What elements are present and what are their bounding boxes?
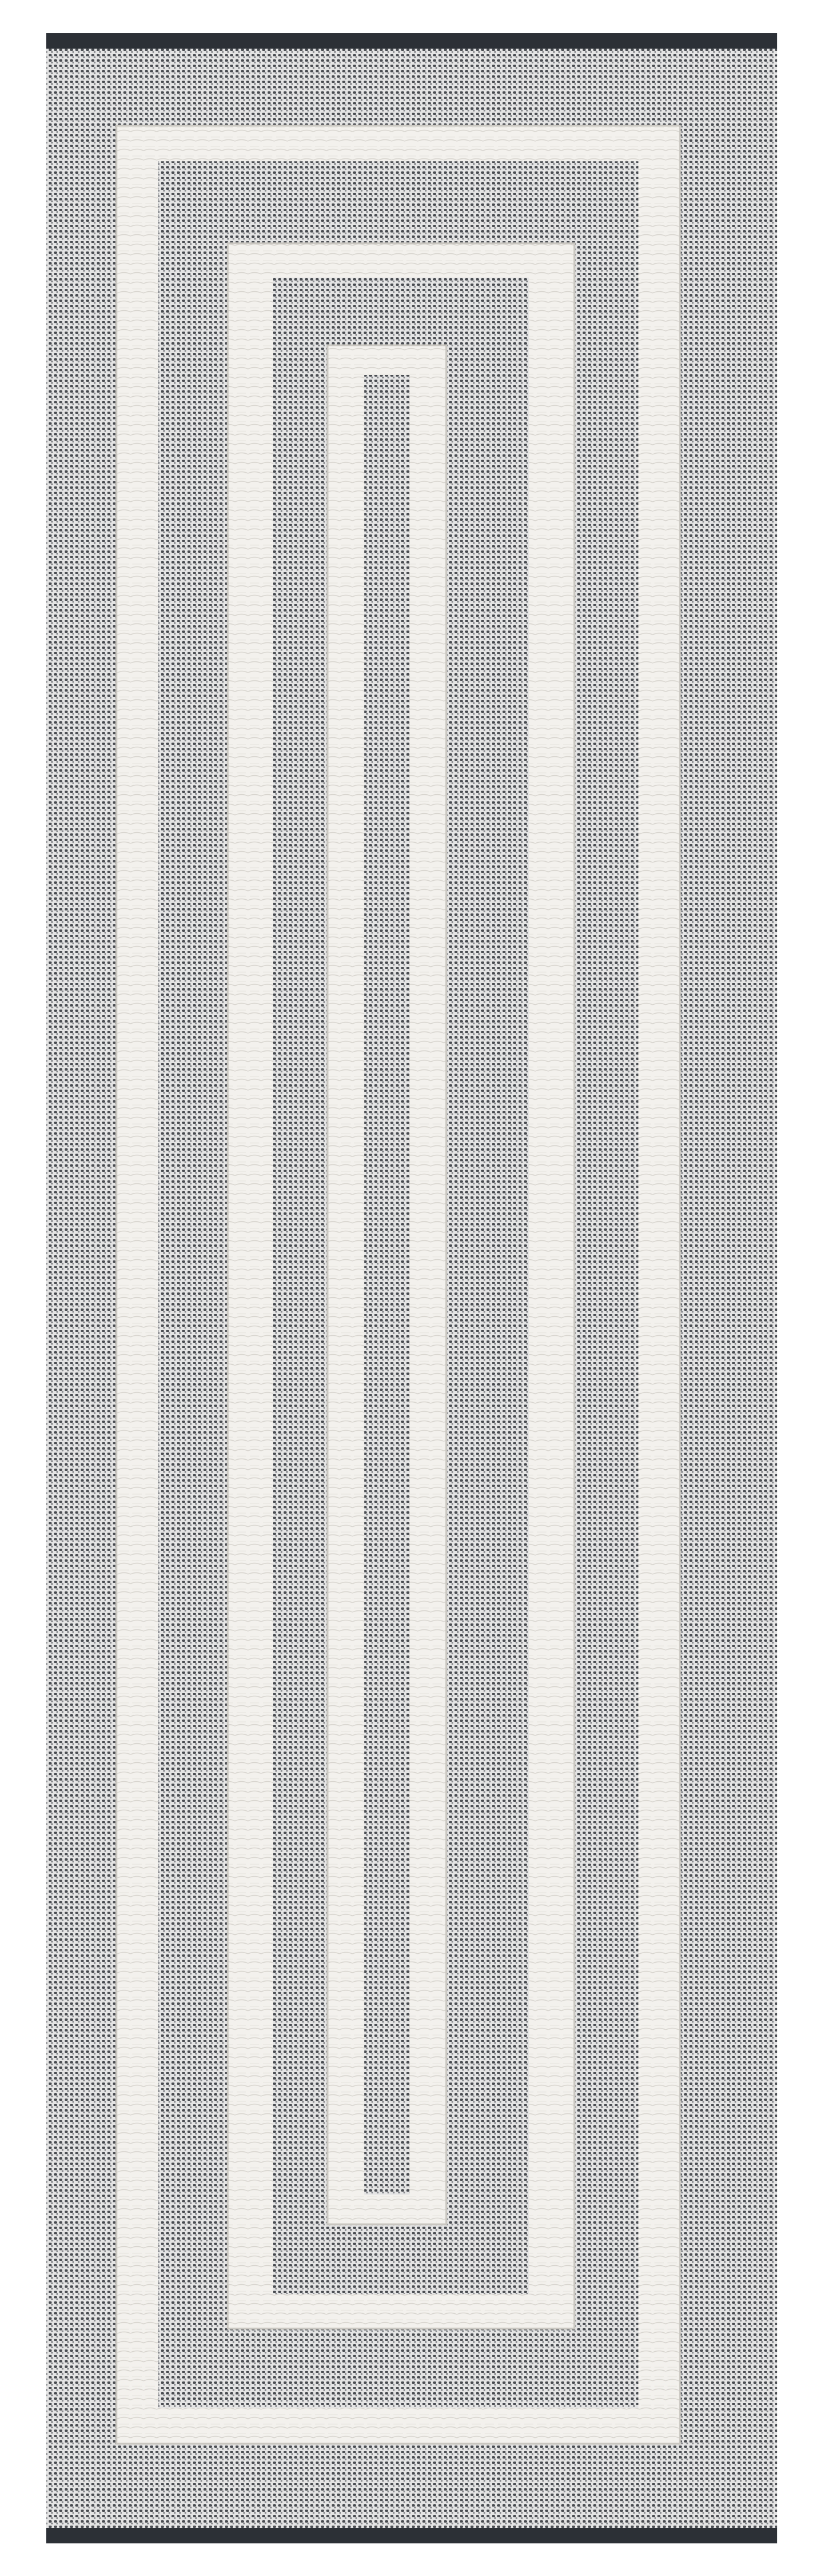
rug-bottom-edge	[46, 2528, 777, 2543]
rug-top-edge	[46, 33, 777, 49]
rug	[46, 33, 777, 2543]
